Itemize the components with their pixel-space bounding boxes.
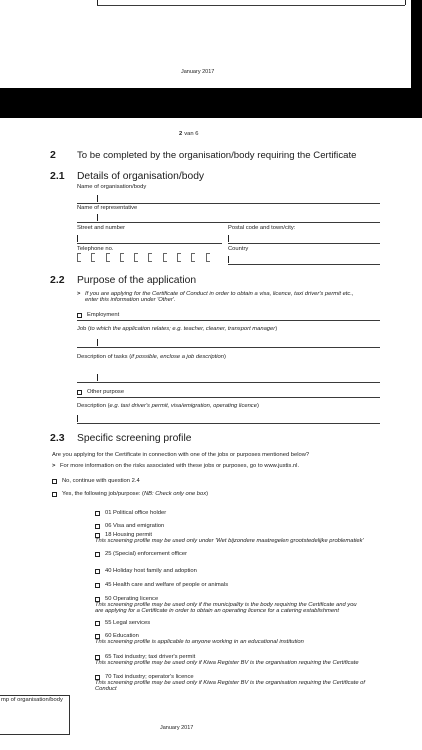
profile-option-45 (95, 582, 228, 588)
other-purpose-option[interactable] (77, 389, 124, 395)
job-label-suffix: ) (275, 326, 278, 332)
profile-checkbox-row[interactable] (95, 510, 166, 516)
previous-page-box-right-edge (405, 0, 406, 5)
digit-cell[interactable] (163, 253, 177, 262)
tasks-label (77, 354, 226, 360)
text-cursor-icon (77, 415, 78, 422)
section-2-title: To be completed by the organisation/body requiring the Certificate (77, 150, 357, 161)
postal-town-field[interactable] (228, 235, 380, 244)
organisation-name-label: Name of organisation/body (77, 184, 147, 190)
profile-checkbox[interactable] (95, 533, 100, 538)
tasks-label-suffix: ) (223, 354, 226, 360)
section-2-number: 2 (50, 149, 56, 161)
profile-checkbox[interactable] (95, 634, 100, 639)
info-marker-icon: > (52, 463, 56, 469)
page-total: van 6 (184, 131, 199, 137)
digit-cell[interactable] (148, 253, 162, 262)
postal-town-label: Postal code and town/city: (228, 225, 296, 231)
profile-checkbox[interactable] (95, 511, 100, 516)
profile-option-50 (95, 596, 357, 614)
section-2-2-title: Purpose of the application (77, 275, 197, 286)
profile-checkbox[interactable] (95, 552, 100, 557)
employment-option[interactable] (77, 312, 119, 318)
profile-label: 65 Taxi industry; taxi driver's permit (105, 654, 196, 660)
text-cursor-icon (228, 235, 229, 242)
profile-note: This screening profile is applicable to anyone working in an educational institution (95, 639, 304, 645)
option-yes-checkbox[interactable] (52, 492, 57, 497)
digit-cell[interactable] (134, 253, 148, 262)
description-label (77, 403, 259, 409)
screening-question: Are you applying for the Certificate in connection with one of the jobs or purposes mentioned below? (52, 452, 310, 458)
text-cursor-icon (97, 195, 98, 202)
text-cursor-icon (228, 256, 229, 263)
profile-label: 25 (Special) enforcement officer (105, 551, 188, 557)
profile-label: 70 Taxi industry; operator's licence (105, 674, 194, 680)
stamp-label: mp of organisation/body (1, 697, 63, 703)
country-label: Country (228, 246, 249, 252)
profile-option-65 (95, 654, 359, 666)
digit-cell[interactable] (177, 253, 191, 262)
screening-info: For more information on the risks associated with these jobs or purposes, go to www.justis.nl. (60, 463, 300, 469)
text-cursor-icon (97, 339, 98, 346)
profile-note: This screening profile may be used only under 'Wet bijzondere maatregelen grootstedelijke problematiek' (95, 538, 364, 544)
profile-note: This screening profile may be used only if the municipality is the body requiring the Certificate and you (95, 602, 357, 608)
option-yes-label-hint: NB: Check only one box (143, 491, 207, 497)
profile-label: 60 Education (105, 633, 139, 639)
profile-option-18 (95, 532, 364, 544)
footer-date: January 2017 (160, 725, 194, 731)
profile-option-60 (95, 633, 304, 645)
profile-label: 01 Political office holder (105, 510, 167, 516)
profile-label: 18 Housing permit (105, 532, 153, 538)
street-field[interactable] (77, 235, 222, 244)
option-yes-label-prefix: Yes, the following job/purpose: ( (62, 491, 144, 497)
digit-cell[interactable] (191, 253, 205, 262)
profile-checkbox[interactable] (95, 569, 100, 574)
digit-cell[interactable] (120, 253, 134, 262)
employment-rule (77, 320, 380, 321)
profile-checkbox-row[interactable] (95, 582, 228, 588)
section-2-2-number: 2.2 (50, 274, 65, 286)
profile-option-06 (95, 523, 164, 529)
profile-note: are applying for a Certificate in order to obtain an operating licence for a catering establishment (95, 608, 339, 614)
option-no[interactable] (52, 478, 140, 484)
profile-label: 06 Visa and emigration (105, 523, 165, 529)
tasks-field[interactable] (77, 375, 380, 383)
street-label: Street and number (77, 225, 126, 231)
profile-checkbox[interactable] (95, 583, 100, 588)
page-indicator (179, 131, 198, 137)
profile-checkbox-row[interactable] (95, 551, 187, 557)
profile-option-01 (95, 510, 166, 516)
option-no-checkbox[interactable] (52, 479, 57, 484)
profile-checkbox[interactable] (95, 621, 100, 626)
profile-label: 45 Health care and welfare of people or animals (105, 582, 229, 588)
profile-checkbox[interactable] (95, 524, 100, 529)
country-field[interactable] (228, 256, 380, 265)
section-2-3-number: 2.3 (50, 432, 65, 444)
employment-checkbox[interactable] (77, 313, 82, 318)
profile-checkbox-row[interactable] (95, 568, 197, 574)
page-current: 2 (179, 131, 183, 137)
profile-label: 40 Holiday host family and adoption (105, 568, 197, 574)
description-label-prefix: Description ( (77, 403, 110, 409)
digit-cell[interactable] (91, 253, 105, 262)
description-label-suffix: ) (256, 403, 259, 409)
profile-checkbox[interactable] (95, 597, 100, 602)
text-cursor-icon (97, 374, 98, 381)
viewer-page-edge (411, 0, 422, 88)
profile-note: This screening profile may be used only if Kiwa Register BV is the organisation requiring the Certificate (95, 660, 359, 666)
profile-label: 55 Legal services (105, 620, 151, 626)
representative-label: Name of representative (77, 205, 138, 211)
organisation-name-field[interactable] (77, 195, 380, 204)
previous-page-footer-date: January 2017 (181, 69, 215, 75)
other-purpose-label: Other purpose (87, 389, 125, 395)
tasks-label-prefix: Description of tasks ( (77, 354, 132, 360)
previous-page-box-bottom-edge (97, 5, 405, 6)
telephone-comb-field[interactable] (77, 253, 220, 262)
profile-note: This screening profile may be used only if Kiwa Register BV is the organisation requiring the Certificate of (95, 680, 366, 686)
representative-field[interactable] (77, 214, 380, 223)
section-2-1-title: Details of organisation/body (77, 171, 205, 182)
profile-option-25 (95, 551, 187, 557)
telephone-label: Telephone no. (77, 246, 114, 252)
job-label (77, 326, 277, 332)
text-cursor-icon (97, 214, 98, 221)
job-label-hint: to which the application relates; e.g. teacher, cleaner, transport manager (89, 326, 276, 332)
profile-checkbox-row[interactable] (95, 620, 150, 626)
tasks-label-hint: if possible, enclose a job description (131, 354, 224, 360)
description-field[interactable] (77, 416, 380, 424)
option-no-label: No, continue with question 2.4 (62, 478, 140, 484)
option-yes[interactable] (52, 491, 208, 497)
job-field[interactable] (77, 340, 380, 348)
other-purpose-checkbox[interactable] (77, 390, 82, 395)
description-label-hint: e.g. taxi driver's permit, visa/emigration, operating licence (109, 403, 257, 409)
profile-option-40 (95, 568, 197, 574)
digit-cell[interactable] (77, 253, 91, 262)
profile-checkbox-row[interactable] (95, 523, 164, 529)
profile-checkbox[interactable] (95, 655, 100, 660)
digit-cell[interactable] (106, 253, 120, 262)
profile-note: Conduct (95, 686, 117, 692)
profile-option-70 (95, 674, 365, 692)
viewer-page-gap (0, 88, 422, 118)
section-2-1-number: 2.1 (50, 170, 65, 182)
employment-label: Employment (87, 312, 120, 318)
other-purpose-rule (77, 397, 380, 398)
profile-checkbox[interactable] (95, 675, 100, 680)
digit-cell[interactable] (206, 253, 220, 262)
text-cursor-icon (77, 235, 78, 242)
note-marker-icon: > (77, 291, 81, 297)
purpose-note-line-2: enter this information under 'Other'. (85, 297, 176, 303)
profile-option-55 (95, 620, 150, 626)
section-2-3-title: Specific screening profile (77, 433, 192, 444)
option-yes-label-suffix: ) (206, 491, 209, 497)
purpose-note-line-1: If you are applying for the Certificate of Conduct in order to obtain a visa, licence, taxi driver's permit etc., (85, 291, 354, 297)
profile-label: 50 Operating licence (105, 596, 159, 602)
job-label-prefix: Job ( (77, 326, 90, 332)
